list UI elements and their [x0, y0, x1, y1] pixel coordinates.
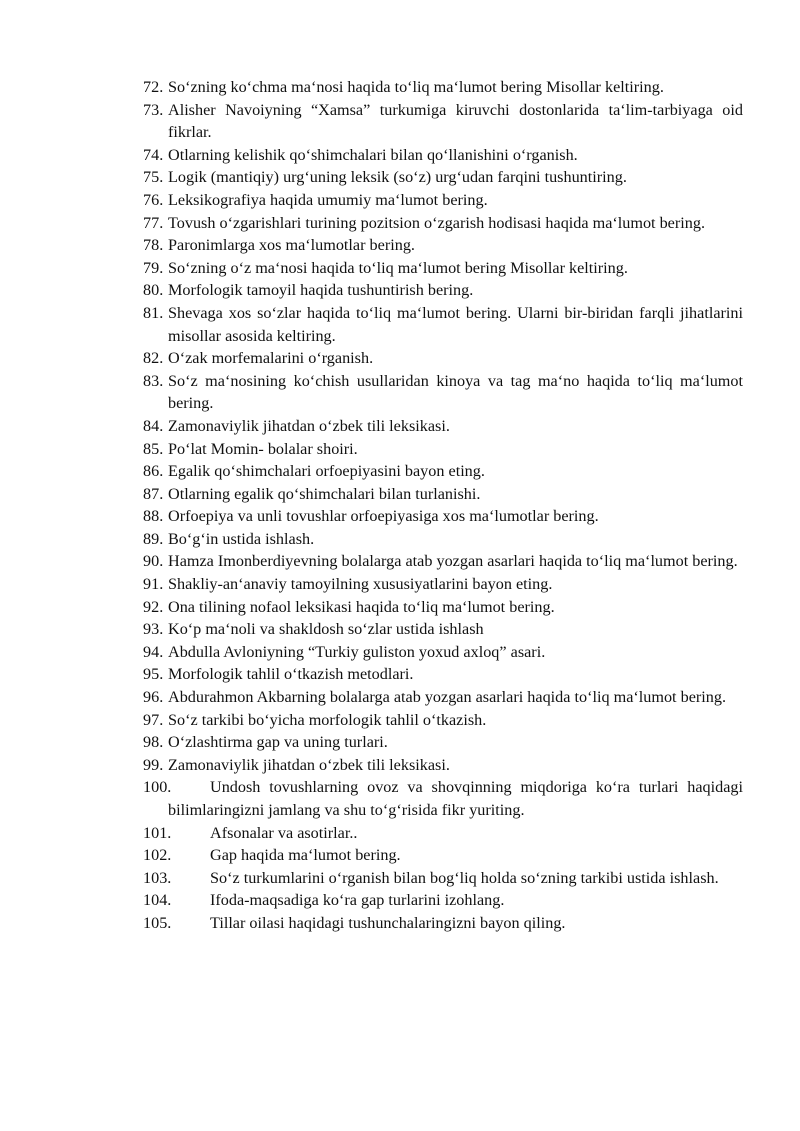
list-item — [143, 528, 743, 551]
item-text: Logik (mantiqiy) urg‘uning leksik (so‘z) urg‘udan farqini tushuntiring. — [168, 168, 627, 187]
item-number: 95. — [143, 665, 164, 684]
list-item — [143, 776, 743, 821]
item-text: Morfologik tamoyil haqida tushuntirish bering. — [168, 281, 474, 300]
item-text: So‘zning o‘z ma‘nosi haqida to‘liq ma‘lumot bering Misollar keltiring. — [168, 258, 628, 277]
item-number: 100. — [143, 778, 172, 797]
item-text: Otlarning egalik qo‘shimchalari bilan turlanishi. — [168, 484, 481, 503]
item-text: Hamza Imonberdiyevning bolalarga atab yozgan asarlari haqida to‘liq ma‘lumot bering. — [168, 552, 738, 571]
list-item — [143, 166, 743, 189]
item-number: 96. — [143, 688, 164, 707]
list-item — [143, 189, 743, 212]
list-item — [143, 212, 743, 235]
item-text: Leksikografiya haqida umumiy ma‘lumot bering. — [168, 190, 488, 209]
item-number: 85. — [143, 439, 164, 458]
item-text: Ko‘p ma‘noli va shakldosh so‘zlar ustida ishlash — [168, 620, 484, 639]
item-number: 74. — [143, 145, 164, 164]
list-item — [143, 415, 743, 438]
list-item — [143, 641, 743, 664]
item-number: 75. — [143, 168, 164, 187]
list-item — [143, 370, 743, 415]
list-item — [143, 686, 743, 709]
item-text: Shevaga xos so‘zlar haqida to‘liq ma‘lumot bering. Ularni bir-biridan farqli jihatlarini misollar asosida keltiring. — [168, 303, 743, 345]
item-number: 105. — [143, 913, 172, 932]
item-number: 94. — [143, 642, 164, 661]
item-number: 76. — [143, 190, 164, 209]
item-text: Shakliy-an‘anaviy tamoyilning xususiyatlarini bayon eting. — [168, 575, 553, 594]
item-text: O‘zlashtirma gap va uning turlari. — [168, 733, 388, 752]
item-text: Zamonaviylik jihatdan o‘zbek tili leksikasi. — [168, 755, 450, 774]
item-number: 83. — [143, 371, 164, 390]
item-text: So‘z ma‘nosining ko‘chish usullaridan kinoya va tag ma‘no haqida to‘liq ma‘lumot bering. — [168, 371, 743, 413]
list-item — [143, 709, 743, 732]
item-text: O‘zak morfemalarini o‘rganish. — [168, 349, 374, 368]
item-text: Abdurahmon Akbarning bolalarga atab yozgan asarlari haqida to‘liq ma‘lumot bering. — [168, 688, 727, 707]
list-item — [143, 438, 743, 461]
list-item — [143, 460, 743, 483]
list-item — [143, 889, 743, 912]
list-item — [143, 257, 743, 280]
item-number: 77. — [143, 213, 164, 232]
item-text: Ona tilining nofaol leksikasi haqida to‘liq ma‘lumot bering. — [168, 597, 555, 616]
item-text: So‘zning ko‘chma ma‘nosi haqida to‘liq ma‘lumot bering Misollar keltiring. — [168, 78, 664, 96]
item-text: Alisher Navoiyning “Xamsa” turkumiga kiruvchi dostonlarida ta‘lim-tarbiyaga oid fikrlar. — [168, 100, 743, 142]
item-text: So‘z tarkibi bo‘yicha morfologik tahlil o‘tkazish. — [168, 710, 487, 729]
item-text: Paronimlarga xos ma‘lumotlar bering. — [168, 236, 415, 255]
item-text: Afsonalar va asotirlar.. — [210, 823, 358, 842]
list-item — [143, 867, 743, 890]
list-item — [143, 912, 743, 935]
item-number: 79. — [143, 258, 164, 277]
item-number: 103. — [143, 868, 172, 887]
item-text: Undosh tovushlarning ovoz va shovqinning miqdoriga ko‘ra turlari haqidagi bilimlaringizni jamlang va shu to‘g‘risida fikr yuriting. — [168, 778, 743, 819]
item-number: 81. — [143, 303, 164, 322]
item-text: Orfoepiya va unli tovushlar orfoepiyasiga xos ma‘lumotlar bering. — [168, 507, 599, 526]
item-text: Egalik qo‘shimchalari orfoepiyasini bayon eting. — [168, 462, 485, 481]
item-text: Ifoda-maqsadiga ko‘ra gap turlarini izohlang. — [210, 891, 505, 910]
list-item — [143, 234, 743, 257]
list-item — [143, 347, 743, 370]
item-number: 92. — [143, 597, 164, 616]
item-number: 84. — [143, 416, 164, 435]
item-text: Tovush o‘zgarishlari turining pozitsion o‘zgarish hodisasi haqida ma‘lumot bering. — [168, 213, 705, 232]
item-number: 88. — [143, 507, 164, 526]
item-text: Tillar oilasi haqidagi tushunchalaringizni bayon qiling. — [210, 913, 566, 932]
list-item — [143, 618, 743, 641]
item-text: Otlarning kelishik qo‘shimchalari bilan qo‘llanishini o‘rganish. — [168, 145, 578, 164]
list-item — [143, 731, 743, 754]
item-number: 98. — [143, 733, 164, 752]
list-item — [143, 302, 743, 347]
list-item — [143, 144, 743, 167]
list-item — [143, 279, 743, 302]
list-item — [143, 844, 743, 867]
item-number: 89. — [143, 529, 164, 548]
item-text: Po‘lat Momin- bolalar shoiri. — [168, 439, 358, 458]
item-number: 99. — [143, 755, 164, 774]
question-list — [143, 76, 743, 935]
item-number: 102. — [143, 846, 172, 865]
item-number: 90. — [143, 552, 164, 571]
list-item — [143, 822, 743, 845]
list-item — [143, 505, 743, 528]
list-item — [143, 573, 743, 596]
item-text: Bo‘g‘in ustida ishlash. — [168, 529, 315, 548]
item-text: So‘z turkumlarini o‘rganish bilan bog‘liq holda so‘zning tarkibi ustida ishlash. — [210, 868, 719, 887]
item-number: 80. — [143, 281, 164, 300]
list-item — [143, 663, 743, 686]
item-number: 104. — [143, 891, 172, 910]
list-item — [143, 754, 743, 777]
item-number: 78. — [143, 236, 164, 255]
item-number: 82. — [143, 349, 164, 368]
item-number: 93. — [143, 620, 164, 639]
item-number: 91. — [143, 575, 164, 594]
item-text: Gap haqida ma‘lumot bering. — [210, 846, 401, 865]
item-number: 87. — [143, 484, 164, 503]
item-number: 72. — [143, 78, 164, 96]
item-number: 86. — [143, 462, 164, 481]
list-item — [143, 99, 743, 144]
list-item — [143, 76, 743, 99]
item-text: Abdulla Avloniyning “Turkiy guliston yoxud axloq” asari. — [168, 642, 546, 661]
item-number: 101. — [143, 823, 172, 842]
item-number: 97. — [143, 710, 164, 729]
list-item — [143, 483, 743, 506]
list-item — [143, 596, 743, 619]
list-item — [143, 550, 743, 573]
item-text: Zamonaviylik jihatdan o‘zbek tili leksikasi. — [168, 416, 450, 435]
item-number: 73. — [143, 100, 164, 119]
item-text: Morfologik tahlil o‘tkazish metodlari. — [168, 665, 414, 684]
